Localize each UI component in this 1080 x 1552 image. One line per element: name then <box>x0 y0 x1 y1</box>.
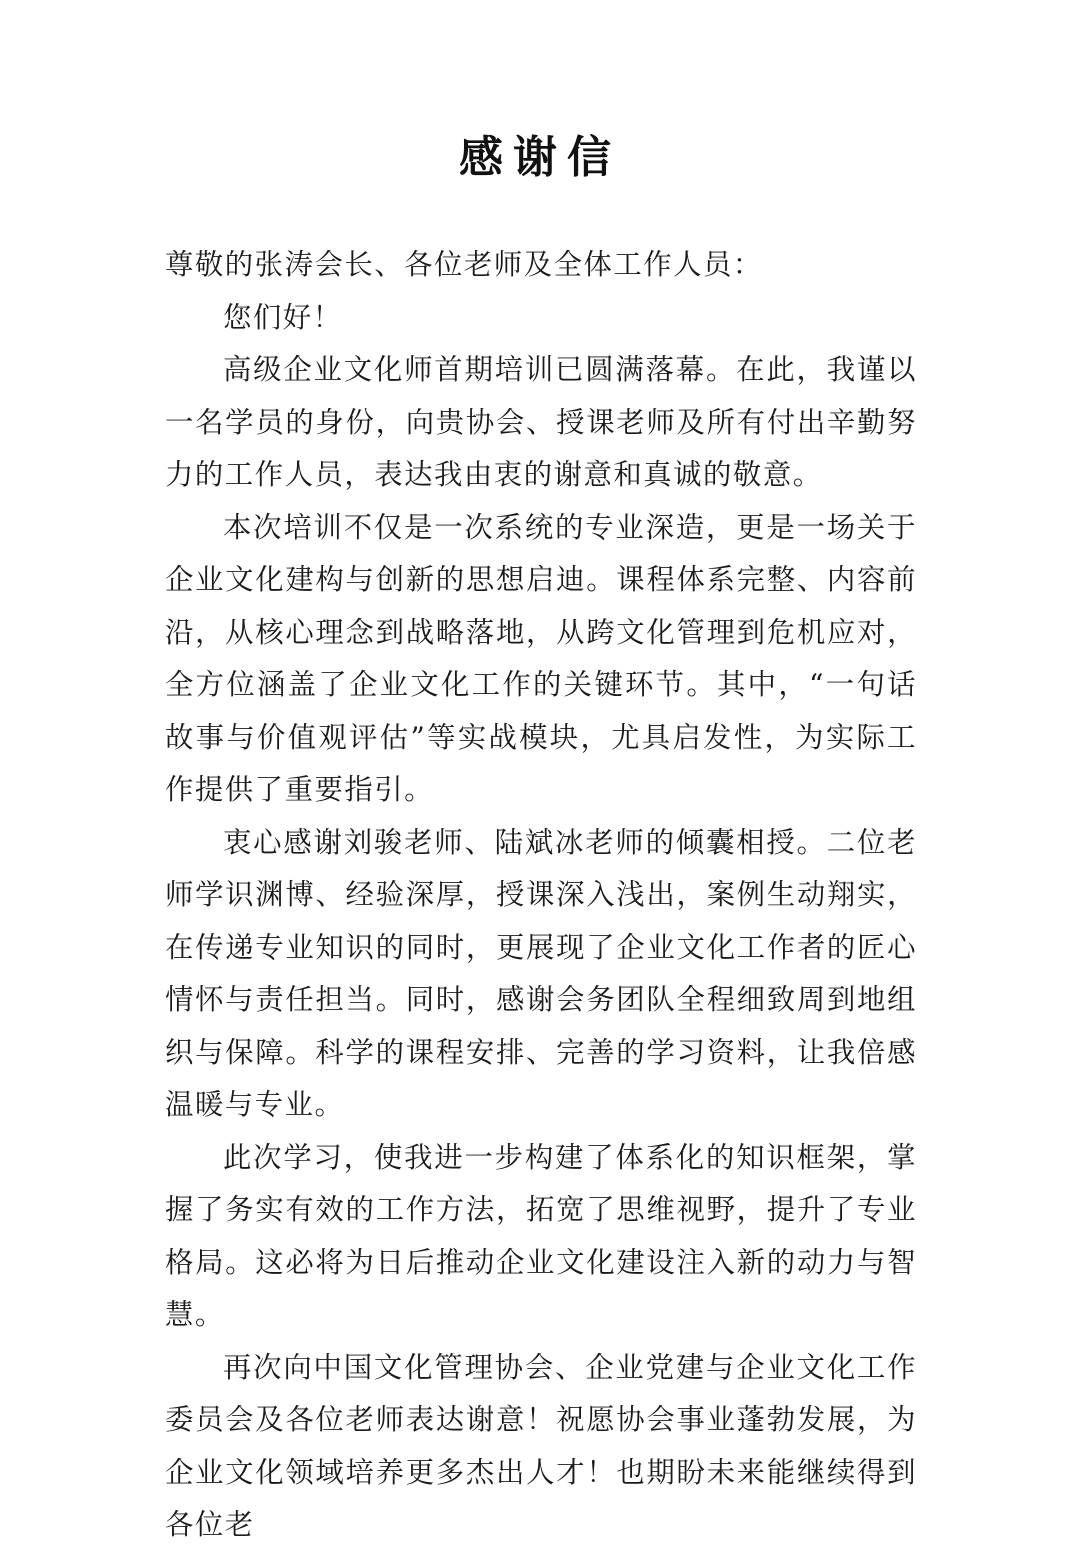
letter-body <box>165 239 917 1552</box>
letter-greeting: 您们好！ <box>223 300 343 334</box>
letter-paragraph-4: 此次学习，使我进一步构建了体系化的知识框架，掌握了务实有效的工作方法，拓宽了思维视野，提升了专业格局。这必将为日后推动企业文化建设注入新的动力与智慧。 <box>165 1140 917 1331</box>
letter-title: 感谢信 <box>459 132 621 183</box>
letter-paragraph-2: 本次培训不仅是一次系统的专业深造，更是一场关于企业文化建构与创新的思想启迪。课程体系完整、内容前沿，从核心理念到战略落地，从跨文化管理到危机应对，全方位涵盖了企业文化工作的关键环节。其中，“一句话故事与价值观评估”等实战模块，尤具启发性，为实际工作提供了重要指引。 <box>165 510 917 806</box>
letter-paragraph-1: 高级企业文化师首期培训已圆满落幕。在此，我谨以一名学员的身份，向贵协会、授课老师及所有付出辛勤努力的工作人员，表达我由衷的谢意和真诚的敬意。 <box>165 353 917 491</box>
letter-paragraph-5: 再次向中国文化管理协会、企业党建与企业文化工作委员会及各位老师表达谢意！祝愿协会事业蓬勃发展，为企业文化领域培养更多杰出人才！也期盼未来能继续得到各位老 <box>165 1350 917 1541</box>
letter-salutation: 尊敬的张涛会长、各位老师及全体工作人员： <box>165 248 763 281</box>
letter-paragraph-3: 衷心感谢刘骏老师、陆斌冰老师的倾囊相授。二位老师学识渊博、经验深厚，授课深入浅出，案例生动翔实，在传递专业知识的同时，更展现了企业文化工作者的匠心情怀与责任担当。同时，感谢会务团队全程细致周到地组织与保障。科学的课程安排、完善的学习资料，让我倍感温暖与专业。 <box>165 825 917 1121</box>
